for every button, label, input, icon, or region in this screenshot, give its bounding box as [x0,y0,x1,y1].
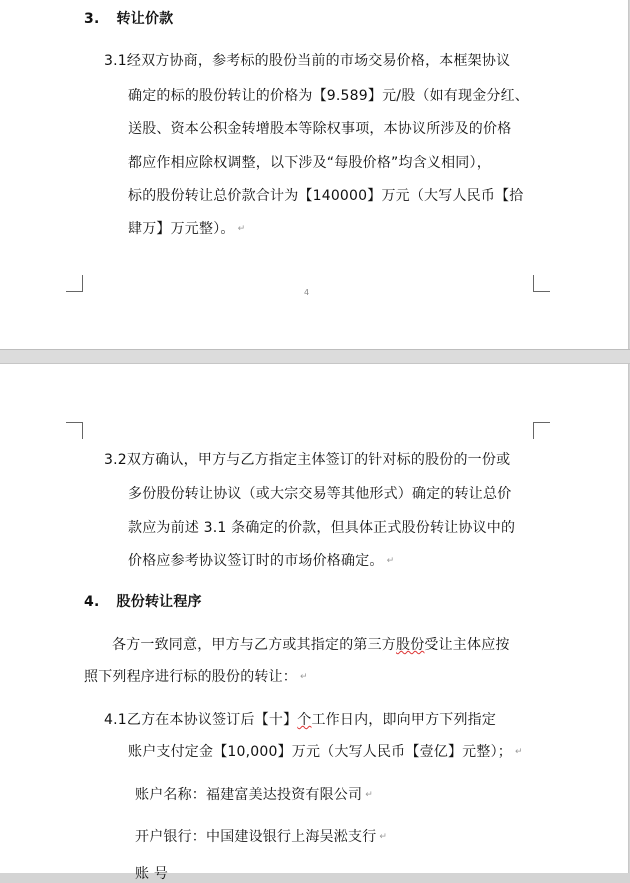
paragraph-mark-icon: ↵ [515,747,523,757]
paragraph-mark-icon: ↵ [365,790,373,800]
margin-corner-bottom-left [66,275,83,292]
para-3-1-line-5: 标的股份转让总价款合计为【140000】万元（大写人民币【拾 [128,188,524,204]
item-4-1-post: 工作日内，即向甲方下列指定 [311,712,497,728]
para-3-1-line-3: 送股、资本公积金转增股本等除权事项，本协议所涉及的价格 [128,121,512,137]
account-name-line [135,786,373,804]
spellcheck-underlined-word: 股份 [396,637,425,653]
para-3-1-line-6 [128,220,245,238]
intro-line-1-pre: 各方一致同意，甲方与乙方或其指定的第三方 [112,637,396,653]
para-3-1-line-2: 确定的标的股份转让的价格为【9.589】元/股（如有现金分红、 [128,88,529,104]
page-number: 4 [304,288,310,297]
section-4-number: 4. [84,594,100,610]
document-page-2 [0,364,629,882]
page-break-gap [0,349,630,364]
para-3-2-line-4-text: 价格应参考协议签订时的市场价格确定。 [128,553,384,569]
para-3-2-line-1: 3.2双方确认，甲方与乙方指定主体签订的针对标的股份的一份或 [104,452,511,468]
paragraph-mark-icon: ↵ [300,672,308,682]
paragraph-mark-icon: ↵ [386,556,395,566]
para-3-1-line-6-text: 肆万】万元整）。 [128,221,235,237]
para-3-2-line-4 [128,552,394,570]
section-4-intro-line-2 [84,668,308,686]
document-page-1 [0,0,629,349]
section-3-number: 3. [84,11,100,27]
para-3-2-line-3: 款应为前述 3.1 条确定的价款，但具体正式股份转让协议中的 [128,520,516,536]
margin-corner-top-left [66,422,83,439]
bank-name-text: 开户银行：中国建设银行上海吴淞支行 [135,829,377,845]
account-name-text: 账户名称：福建富美达投资有限公司 [135,787,363,803]
section-4-heading [84,593,202,611]
para-3-2-line-2: 多份股份转让协议（或大宗交易等其他形式）确定的转让总价 [128,486,512,502]
section-3-heading [84,10,173,28]
item-4-1-pre: 4.1乙方在本协议签订后【十】 [104,712,298,728]
paragraph-mark-icon: ↵ [237,224,246,234]
intro-line-1-post: 受让主体应按 [424,637,510,653]
item-4-1-line-1 [104,711,496,729]
margin-corner-top-right [533,422,550,439]
section-4-title: 股份转让程序 [116,594,202,610]
bank-name-line [135,828,387,846]
intro-line-2-text: 照下列程序进行标的股份的转让： [84,669,297,685]
paragraph-mark-icon: ↵ [379,832,388,842]
section-4-intro-line-1 [112,636,510,654]
section-3-title: 转让价款 [116,11,174,27]
margin-corner-bottom-right [533,275,550,292]
para-3-1-line-1: 3.1经双方协商，参考标的股份当前的市场交易价格，本框架协议 [104,53,511,69]
spellcheck-underlined-word: 个 [297,712,312,728]
item-4-1-line-2-text: 账户支付定金【10,000】万元（大写人民币【壹亿】元整）； [128,744,512,760]
account-number-line-partial: 账 号 [135,866,169,882]
para-3-1-line-4: 都应作相应除权调整，以下涉及“每股价格”均含义相同）， [128,155,491,171]
item-4-1-line-2 [128,743,523,761]
